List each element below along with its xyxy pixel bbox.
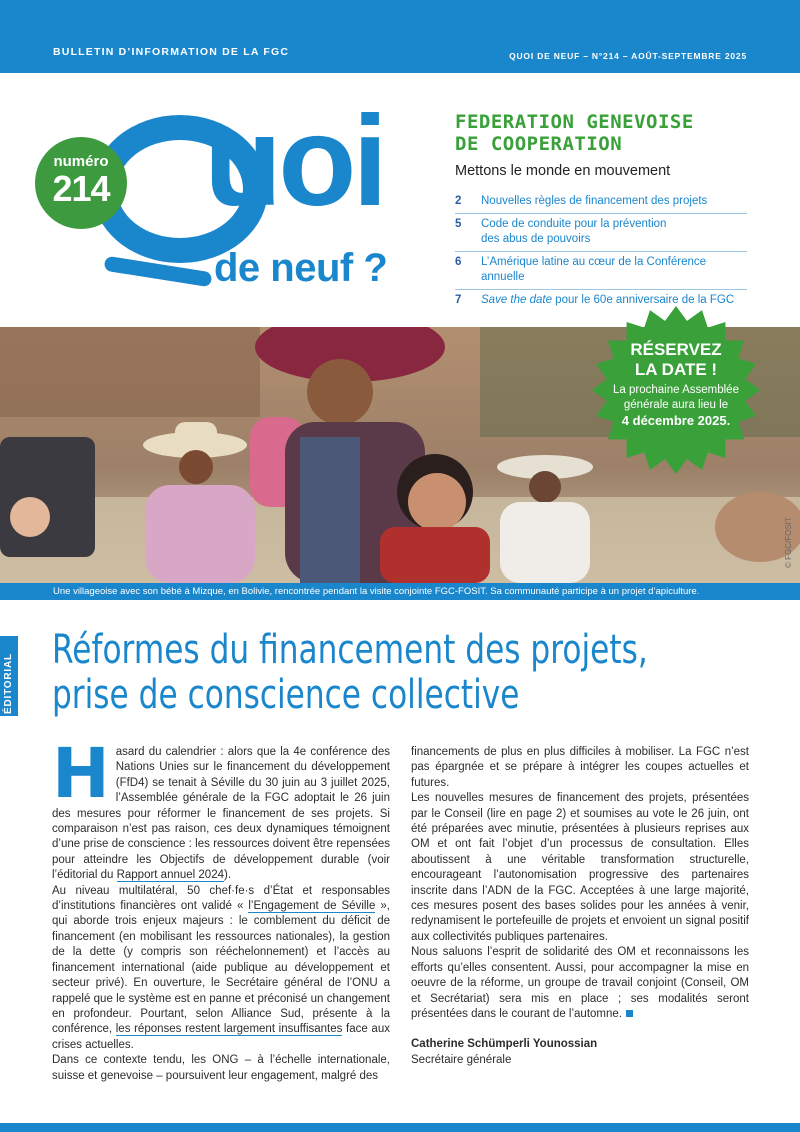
issue-number-badge [35,137,127,229]
text: asard du calendrier : alors que la 4e conférence des Nations Unies sur le financement du développement (FfD4) se tenait à Séville du 30 juin au 3 juillet 2025, l’Assemblée générale de la FGC adoptait le 26 juin des mesures pour réformer le financement de ses projets. Si comparaison n’est pas raison, ces deux dynamiques témoignent d’une prise de conscience : les ressources doivent être repensées pour atteindre les Objectifs de développement durable (voir l’éditorial du [52,746,390,882]
paragraph: financements de plus en plus difficiles à mobiliser. La FGC n’est pas épargnée et se prépare à intégrer les coupes actuelles et futures. [411,746,749,789]
text: ). [224,869,232,882]
starburst-date: 4 décembre 2025. [621,413,731,428]
toc-title-rest: pour le 60e anniversaire de la FGC [551,294,735,306]
toc-title: Nouvelles règles de financement des projets [481,195,708,207]
starburst-body: La prochaine Assemblée générale aura lieu le [613,384,739,411]
fgc-name-line2: DE COOPERATION [455,133,623,155]
text: face aux crises actuelles. [52,1023,390,1051]
fgc-name-line1: FEDERATION GENEVOISE [455,111,694,133]
footer-bar [0,1123,800,1132]
starburst-text [595,340,757,428]
text: », qui aborde trois enjeux majeurs : le comblement du déficit de financement (en mobilisant les ressources nationales), la gestion de la dette (y compris son rééchelonnement) et l’accès au financement international (aide publique au développement et secteur privé). En ouverture, le Secrétaire général de l’ONU a rappelé que le système est en panne et préconisé un changement en profondeur. Pourtant, selon Alliance Sud, présente à la conférence, [52,900,390,1036]
editorial-label: ÉDITORIAL [3,653,14,714]
editorial-headline [52,627,648,718]
drop-cap: H [52,734,110,814]
photo-caption: Une villageoise avec son bébé à Mizque, en Bolivie, rencontrée pendant la visite conjointe FGC-FOSIT. Sa communauté participe à un projet d’apiculture. [53,586,700,597]
starburst-title-line2: LA DATE ! [634,360,718,379]
badge-label: numéro [53,153,109,170]
issue-info: QUOI DE NEUF – N°214 – AOÛT-SEPTEMBRE 2025 [509,51,747,61]
link-engagement-seville[interactable]: l’Engagement de Séville [248,900,376,913]
starburst-title-line1: RÉSERVEZ [630,340,722,359]
paragraph [411,945,749,1022]
signature-name: Catherine Schümperli Younossian [411,1038,598,1051]
paragraph: Dans ce contexte tendu, les ONG – à l’échelle internationale, suisse et genevoise – poursuivent leur engagement, malgré des [52,1054,390,1082]
toc-page-number: 7 [455,294,462,306]
logo-word-de-neuf: de neuf ? [214,246,388,290]
photo-credit: © FGC/FOSIT [784,517,793,568]
photo-caption-bar [0,583,800,600]
toc-item[interactable] [455,214,747,252]
toc-title: Code de conduite pour la prévention des abus de pouvoirs [481,218,667,245]
toc-title: L’Amérique latine au cœur de la Conférence annuelle [481,256,707,283]
badge-number: 214 [52,168,110,209]
toc-page-number: 6 [455,256,462,268]
header-bar [0,0,800,73]
logo-word-uoi: uoi [204,90,384,233]
signature [411,1037,749,1068]
paragraph [52,884,390,1053]
toc-item[interactable] [455,191,747,214]
editorial-column-left [52,734,390,1084]
paragraph [52,734,390,884]
fgc-logo-text [455,111,694,155]
toc-item[interactable] [455,252,747,290]
table-of-contents [455,191,747,312]
link-rapport-annuel[interactable]: Rapport annuel 2024 [116,869,224,882]
headline-line1: Réformes du financement des projets, [52,627,648,673]
toc-title-italic: Save the date [481,294,552,306]
text: Nous saluons l’esprit de solidarité des OM et reconnaissons les efforts qu’elles consentent. Aussi, pour accompagner la mise en oeuvre de la réforme, un groupe de travail conjoint (Conseil, OM et Secrétariat) sera mis en place ; ses modalités seront présentées dans le courant de l’automne. [411,946,749,1020]
editorial-column-right [411,745,749,1068]
end-mark-icon [626,1010,633,1017]
paragraph: Les nouvelles mesures de financement des projets, présentées par le Conseil (lire en page 2) et soumises au vote le 26 juin, ont été préparées avec minutie, présentées à plusieurs reprises aux OM et ont fait l’objet d’un processus de consultation. Elles aboutissent à une véritable transformation structurelle, encourageant l’autonomisation progressive des partenaires inscrite dans l’ADN de la FGC. Acceptées à une large majorité, ces mesures posent des bases solides pour les années à venir, redynamisent le portefeuille de projets et envoient un signal positif aux collectivités publiques partenaires. [411,792,749,943]
text: Au niveau multilatéral, 50 chef·fe·s d’État et responsables d’institutions financières ont validé « [52,884,390,913]
fgc-tagline: Mettons le monde en mouvement [455,163,671,179]
link-reponses-insuffisantes[interactable]: les réponses restent largement insuffisantes [115,1023,343,1036]
signature-title: Secrétaire générale [411,1053,512,1066]
toc-page-number: 5 [455,218,462,230]
headline-line2: prise de conscience collective [52,672,520,718]
toc-page-number: 2 [455,195,462,207]
bulletin-label: BULLETIN D’INFORMATION DE LA FGC [53,46,290,58]
